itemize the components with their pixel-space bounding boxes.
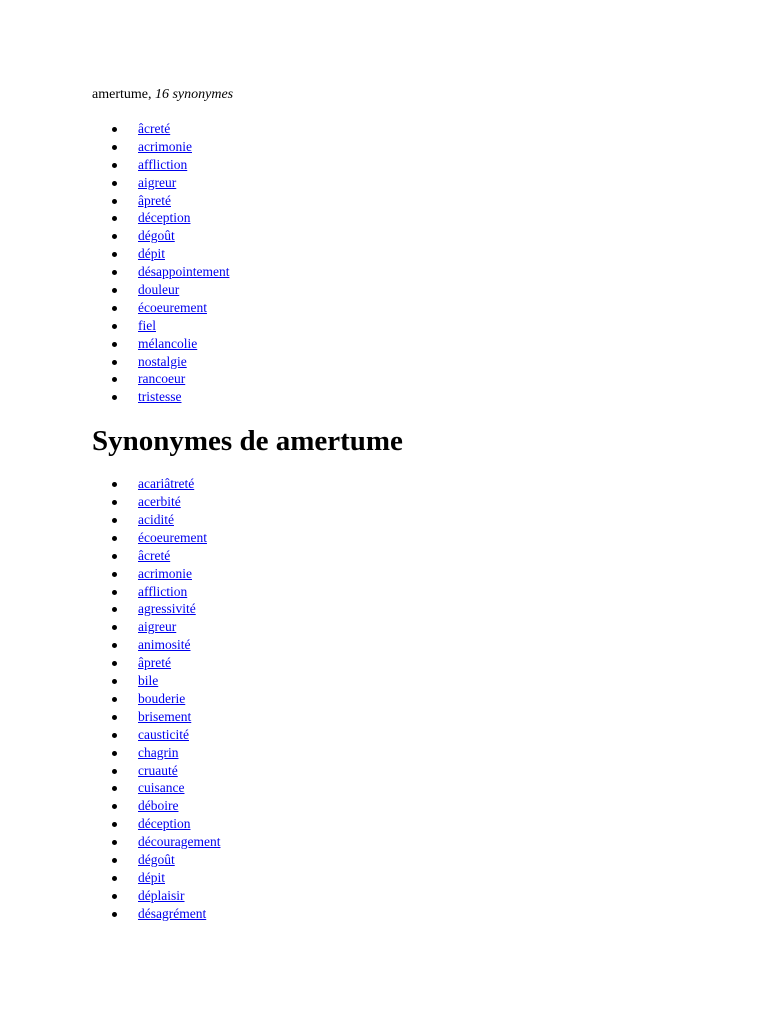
list-item xyxy=(92,245,732,263)
bullet-icon xyxy=(112,395,117,400)
list-item xyxy=(92,174,732,192)
bullet-icon xyxy=(112,554,117,559)
list-item xyxy=(92,762,732,780)
bullet-icon xyxy=(112,377,117,382)
synonym-link[interactable]: déboire xyxy=(138,798,179,814)
list-item xyxy=(92,335,732,353)
bullet-icon xyxy=(112,858,117,863)
synonym-link[interactable]: dégoût xyxy=(138,228,175,244)
bullet-icon xyxy=(112,733,117,738)
list-item xyxy=(92,905,732,923)
synonym-link[interactable]: âpreté xyxy=(138,192,171,208)
synonym-link[interactable]: déplaisir xyxy=(138,887,185,903)
list-item xyxy=(92,299,732,317)
synonym-list-full xyxy=(92,475,732,922)
synonym-link[interactable]: aigreur xyxy=(138,619,177,635)
intro-word: amertume, xyxy=(92,87,152,102)
bullet-icon xyxy=(112,804,117,809)
bullet-icon xyxy=(112,482,117,487)
synonym-link[interactable]: acrimonie xyxy=(138,565,192,581)
synonym-link[interactable]: âcreté xyxy=(138,121,171,136)
intro-line xyxy=(92,86,732,103)
bullet-icon xyxy=(112,270,117,275)
bullet-icon xyxy=(112,661,117,666)
list-item xyxy=(92,511,732,529)
synonym-link[interactable]: écoeurement xyxy=(138,529,207,545)
list-item xyxy=(92,281,732,299)
bullet-icon xyxy=(112,840,117,845)
bullet-icon xyxy=(112,912,117,917)
synonym-link[interactable]: affliction xyxy=(138,156,188,172)
list-item xyxy=(92,565,732,583)
bullet-icon xyxy=(112,715,117,720)
bullet-icon xyxy=(112,751,117,756)
list-item xyxy=(92,636,732,654)
bullet-icon xyxy=(112,590,117,595)
section-title: Synonymes de amertume xyxy=(92,425,403,458)
list-item xyxy=(92,815,732,833)
bullet-icon xyxy=(112,518,117,523)
bullet-icon xyxy=(112,769,117,774)
list-item xyxy=(92,744,732,762)
bullet-icon xyxy=(112,625,117,630)
synonym-link[interactable]: dépit xyxy=(138,246,165,262)
list-item xyxy=(92,317,732,335)
synonym-link[interactable]: cruauté xyxy=(138,762,178,778)
list-item xyxy=(92,583,732,601)
list-item xyxy=(92,475,732,493)
synonym-link[interactable]: tristesse xyxy=(138,389,182,405)
synonym-link[interactable]: bouderie xyxy=(138,690,186,706)
bullet-icon xyxy=(112,822,117,827)
bullet-icon xyxy=(112,216,117,221)
list-item xyxy=(92,618,732,636)
synonym-link[interactable]: dégoût xyxy=(138,851,175,867)
synonym-link[interactable]: âpreté xyxy=(138,655,171,671)
bullet-icon xyxy=(112,500,117,505)
list-item xyxy=(92,263,732,281)
list-item xyxy=(92,209,732,227)
list-item xyxy=(92,227,732,245)
list-item xyxy=(92,353,732,371)
synonym-link[interactable]: douleur xyxy=(138,282,180,298)
synonym-link[interactable]: désagrément xyxy=(138,905,207,921)
bullet-icon xyxy=(112,145,117,150)
synonym-link[interactable]: déception xyxy=(138,210,191,226)
list-item xyxy=(92,690,732,708)
synonym-link[interactable]: mélancolie xyxy=(138,335,198,351)
synonym-link[interactable]: chagrin xyxy=(138,744,179,760)
bullet-icon xyxy=(112,252,117,257)
bullet-icon xyxy=(112,342,117,347)
synonym-link[interactable]: acidité xyxy=(138,512,174,528)
synonym-link[interactable]: nostalgie xyxy=(138,353,187,369)
list-item xyxy=(92,833,732,851)
synonym-link[interactable]: agressivité xyxy=(138,601,196,617)
synonym-link[interactable]: désappointement xyxy=(138,264,230,280)
synonym-link[interactable]: acerbité xyxy=(138,494,181,510)
list-item xyxy=(92,851,732,869)
bullet-icon xyxy=(112,536,117,541)
list-item xyxy=(92,779,732,797)
bullet-icon xyxy=(112,607,117,612)
list-item xyxy=(92,370,732,388)
bullet-icon xyxy=(112,234,117,239)
bullet-icon xyxy=(112,288,117,293)
synonym-link[interactable]: animosité xyxy=(138,637,191,653)
bullet-icon xyxy=(112,360,117,365)
synonym-link[interactable]: acariâtreté xyxy=(138,476,195,492)
bullet-icon xyxy=(112,697,117,702)
list-item xyxy=(92,708,732,726)
synonym-link[interactable]: découragement xyxy=(138,834,221,850)
synonym-link[interactable]: rancoeur xyxy=(138,371,186,387)
bullet-icon xyxy=(112,572,117,577)
synonym-count: 16 synonymes xyxy=(154,87,234,102)
bullet-icon xyxy=(112,679,117,684)
list-item xyxy=(92,547,732,565)
bullet-icon xyxy=(112,786,117,791)
list-item xyxy=(92,493,732,511)
bullet-icon xyxy=(112,876,117,881)
bullet-icon xyxy=(112,163,117,168)
list-item xyxy=(92,192,732,210)
synonym-link[interactable]: bile xyxy=(138,673,159,689)
synonym-link[interactable]: âcreté xyxy=(138,547,171,563)
list-item xyxy=(92,156,732,174)
synonym-link[interactable]: brisement xyxy=(138,708,192,724)
synonym-link[interactable]: déception xyxy=(138,816,191,832)
bullet-icon xyxy=(112,306,117,311)
synonym-link[interactable]: cuisance xyxy=(138,780,185,796)
synonym-list-short xyxy=(92,120,732,406)
list-item xyxy=(92,726,732,744)
synonym-link[interactable]: causticité xyxy=(138,726,189,742)
list-item xyxy=(92,672,732,690)
bullet-icon xyxy=(112,324,117,329)
list-item xyxy=(92,797,732,815)
bullet-icon xyxy=(112,199,117,204)
list-item xyxy=(92,654,732,672)
list-item xyxy=(92,529,732,547)
bullet-icon xyxy=(112,181,117,186)
list-item xyxy=(92,869,732,887)
list-item xyxy=(92,887,732,905)
page-content xyxy=(92,86,732,923)
synonym-link[interactable]: affliction xyxy=(138,583,188,599)
list-item xyxy=(92,138,732,156)
synonym-link[interactable]: écoeurement xyxy=(138,299,207,315)
list-item xyxy=(92,600,732,618)
synonym-link[interactable]: fiel xyxy=(138,317,156,333)
synonym-link[interactable]: acrimonie xyxy=(138,138,192,154)
bullet-icon xyxy=(112,643,117,648)
list-item xyxy=(92,120,732,138)
synonym-link[interactable]: dépit xyxy=(138,869,165,885)
list-item xyxy=(92,388,732,406)
bullet-icon xyxy=(112,894,117,899)
synonym-link[interactable]: aigreur xyxy=(138,174,177,190)
bullet-icon xyxy=(112,127,117,132)
